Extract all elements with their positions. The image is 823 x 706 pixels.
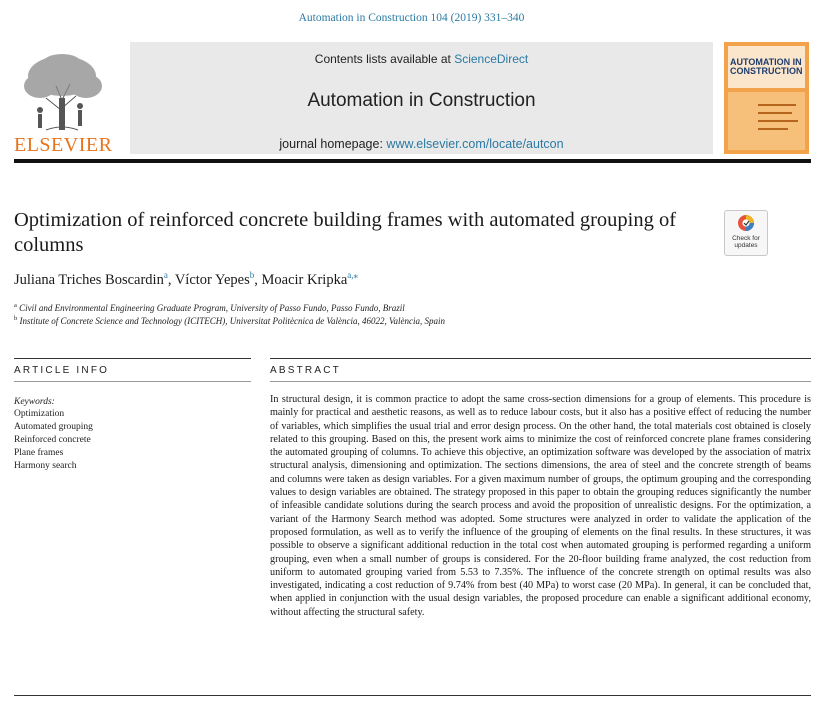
- author-list: [14, 270, 358, 289]
- affiliation-text: Institute of Concrete Science and Technology (ICITECH), Universitat Politècnica de València, 46022, València, Spain: [19, 316, 445, 326]
- keyword-item: Plane frames: [14, 448, 64, 458]
- author-separator: ,: [167, 271, 175, 288]
- sciencedirect-link[interactable]: ScienceDirect: [454, 52, 529, 66]
- keyword-item: Reinforced concrete: [14, 435, 91, 445]
- affiliation-b: [14, 315, 445, 326]
- cover-body-panel: [728, 92, 805, 150]
- keyword-item: Harmony search: [14, 461, 77, 471]
- journal-title: Automation in Construction: [307, 90, 536, 111]
- article-info-heading: ARTICLE INFO: [14, 365, 110, 376]
- journal-citation[interactable]: Automation in Construction 104 (2019) 331–340: [298, 12, 525, 24]
- author-name[interactable]: Juliana Triches Boscardin: [14, 271, 164, 288]
- cover-text-line: [758, 128, 788, 130]
- header-divider: [14, 159, 811, 163]
- cover-text-line: [758, 112, 792, 114]
- keywords-label: Keywords:: [14, 397, 55, 407]
- abstract-body: In structural design, it is common practice to adopt the same cross-section dimensions for a group of elements. This procedure is mainly for practical and aesthetic reasons, as well as to reduce labour costs, but it also has a positive effect of reducing the number of variables, which simplifies the usual trial and error design process. On the other hand, the total materials cost obtained is closely related to this grouping. Based on this, the present work aims to minimize the cost of reinforced concrete plane frames considering the automated grouping of columns. To achieve this objective, an optimization software was developed by the association of matrix structural analysis, dimensioning and optimization. The sections dimensions, the area of steel and the concrete strength of beams and columns were taken as design variables. For a given maximum number of groups, the optimum grouping and the corresponding values to design variables are obtained. The strategy proposed in this paper to obtain the grouping reduces significantly the number of infeasible candidate solutions during the search process and avoid the proposition of unrealistic designs. For the optimization, a variant of the Harmony Search method was adopted. Some structures were analyzed in order to validate the application of the proposed formulation, as well as to verify the influence of the grouping of elements on the final results. In these structures, it was possible to observe a significant additional reduction in the total cost when automated grouping is performed regarding a uniform grouping, even when a small number of groups is considered. For the 20-floor building frame analyzed, the cost reduction from uniform to automated grouping varied from 5.53 to 7.35%. The influence of the concrete strength on optimal results was also investigated, indicating a cost reduction of 9.74% from best (40 MPa) to worst case (20 MPa). In general, it can be concluded that, when applied in conjunction with the usual design variables, the proposed procedure can enable a significant additional economy, without affecting the structural safety.: [270, 394, 811, 618]
- publisher-wordmark: ELSEVIER: [14, 134, 113, 156]
- cover-title: AUTOMATION IN CONSTRUCTION: [730, 57, 803, 76]
- abstract-heading: ABSTRACT: [270, 365, 341, 376]
- contents-prefix: Contents lists available at: [314, 52, 455, 66]
- author-name[interactable]: Víctor Yepes: [174, 271, 250, 288]
- homepage-prefix: journal homepage:: [279, 137, 387, 151]
- keyword-item: Optimization: [14, 409, 65, 419]
- check-updates-icon: [737, 214, 755, 232]
- author-separator: ,: [254, 271, 262, 288]
- homepage-link[interactable]: www.elsevier.com/locate/autcon: [386, 137, 564, 151]
- homepage-line: [130, 137, 713, 151]
- article-info-bottom-rule: [14, 381, 251, 382]
- check-for-updates-button[interactable]: [724, 210, 768, 256]
- elsevier-logo[interactable]: [14, 48, 114, 156]
- article-title: Optimization of reinforced concrete building frames with automated grouping of columns: [14, 209, 677, 256]
- article-info-top-rule: [14, 358, 251, 359]
- abstract-bottom-rule: [270, 381, 811, 382]
- affiliation-marker: a: [14, 302, 17, 309]
- check-updates-label: Check for updates: [732, 235, 760, 249]
- cover-text-line: [758, 120, 798, 122]
- author-name[interactable]: Moacir Kripka: [261, 271, 348, 288]
- affiliation-a: [14, 302, 405, 313]
- author-affiliation-marker[interactable]: b: [249, 270, 255, 280]
- keyword-item: Automated grouping: [14, 422, 93, 432]
- affiliation-marker: b: [14, 315, 18, 322]
- contents-line: [130, 52, 713, 66]
- bottom-divider: [14, 695, 811, 696]
- author-affiliation-marker[interactable]: a,⁎: [347, 270, 359, 280]
- journal-cover-thumbnail[interactable]: [724, 42, 809, 154]
- journal-header-box: [130, 42, 713, 154]
- abstract-top-rule: [270, 358, 811, 359]
- author-affiliation-marker[interactable]: a: [163, 270, 168, 280]
- affiliation-text: Civil and Environmental Engineering Graduate Program, University of Passo Fundo, Passo Fundo, Brazil: [19, 303, 405, 313]
- elsevier-tree-icon: [16, 50, 112, 132]
- cover-text-line: [758, 104, 796, 106]
